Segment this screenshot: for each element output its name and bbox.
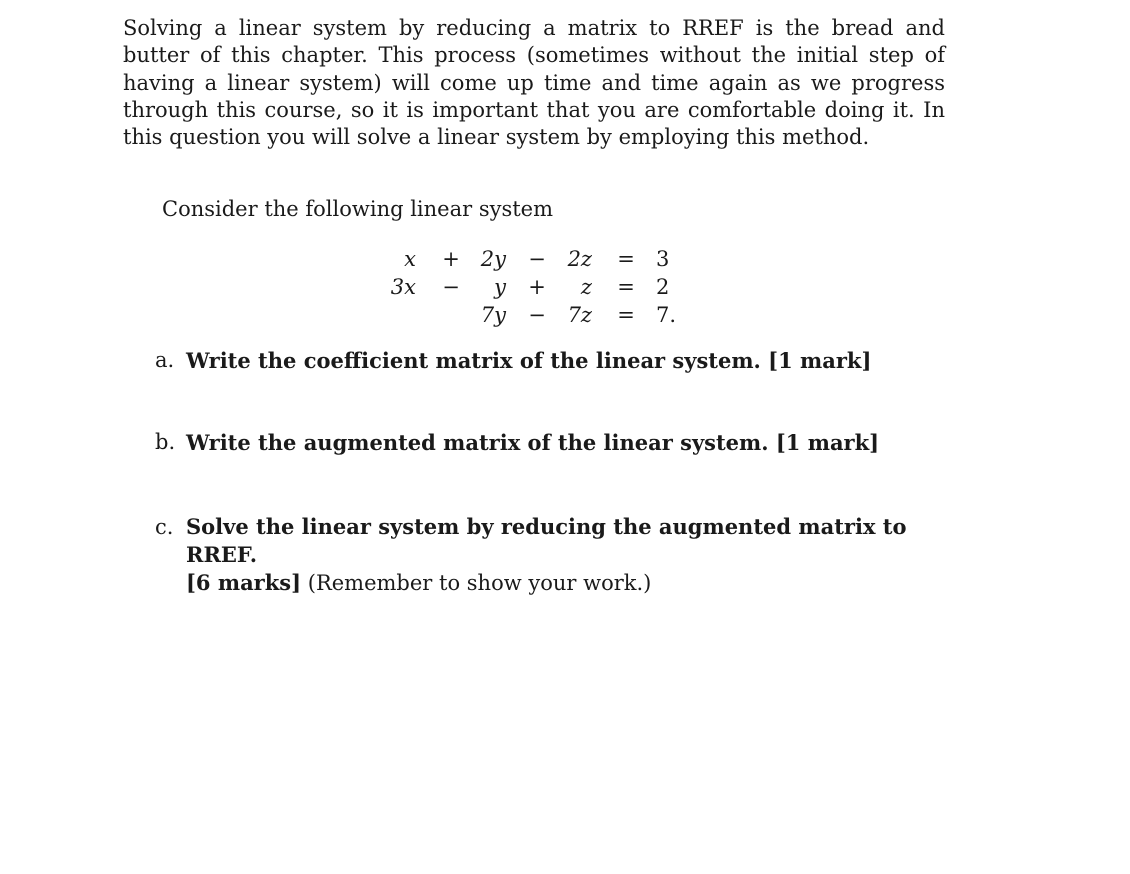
operator: −	[442, 275, 460, 299]
term-z: 7z	[567, 303, 592, 327]
question-text: Solve the linear system by reducing the augmented matrix to RREF.	[186, 514, 907, 567]
term-x: 3x	[390, 275, 416, 299]
operator: −	[528, 303, 546, 327]
question-body	[186, 513, 955, 597]
term-y: y	[494, 275, 506, 299]
equation-row-2	[0, 275, 1130, 303]
equals-sign: =	[617, 303, 635, 327]
term-y: 7y	[480, 303, 506, 327]
equation-row-1	[0, 247, 1130, 275]
rhs-value: 3	[656, 247, 670, 271]
equals-sign: =	[617, 275, 635, 299]
question-label: a.	[155, 348, 175, 372]
question-b	[155, 430, 879, 455]
question-marks: [6 marks]	[186, 570, 302, 595]
question-label: b.	[155, 430, 176, 454]
term-z: z	[580, 275, 592, 299]
rhs-value: 2	[656, 275, 670, 299]
question-a	[155, 348, 871, 373]
question-label: c.	[155, 515, 174, 539]
question-c	[155, 513, 955, 597]
rhs-value: 7.	[656, 303, 677, 327]
term-y: 2y	[480, 247, 506, 271]
operator: +	[442, 247, 460, 271]
question-text: Write the augmented matrix of the linear system. [1 mark]	[186, 430, 880, 455]
question-note: (Remember to show your work.)	[307, 571, 652, 595]
operator: +	[528, 275, 546, 299]
consider-heading: Consider the following linear system	[162, 197, 554, 221]
term-z: 2z	[567, 247, 592, 271]
equation-row-3	[0, 303, 1130, 331]
intro-paragraph: Solving a linear system by reducing a matrix to RREF is the bread and butter of this chapter. This process (sometimes without the initial step of having a linear system) will come up time and time again as we progress through this course, so it is important that you are comfortable doing it. In this question you will solve a linear system by employing this method.	[123, 16, 945, 150]
term-x: x	[404, 247, 416, 271]
question-text: Write the coefficient matrix of the linear system. [1 mark]	[186, 348, 872, 373]
operator: −	[528, 247, 546, 271]
equals-sign: =	[617, 247, 635, 271]
